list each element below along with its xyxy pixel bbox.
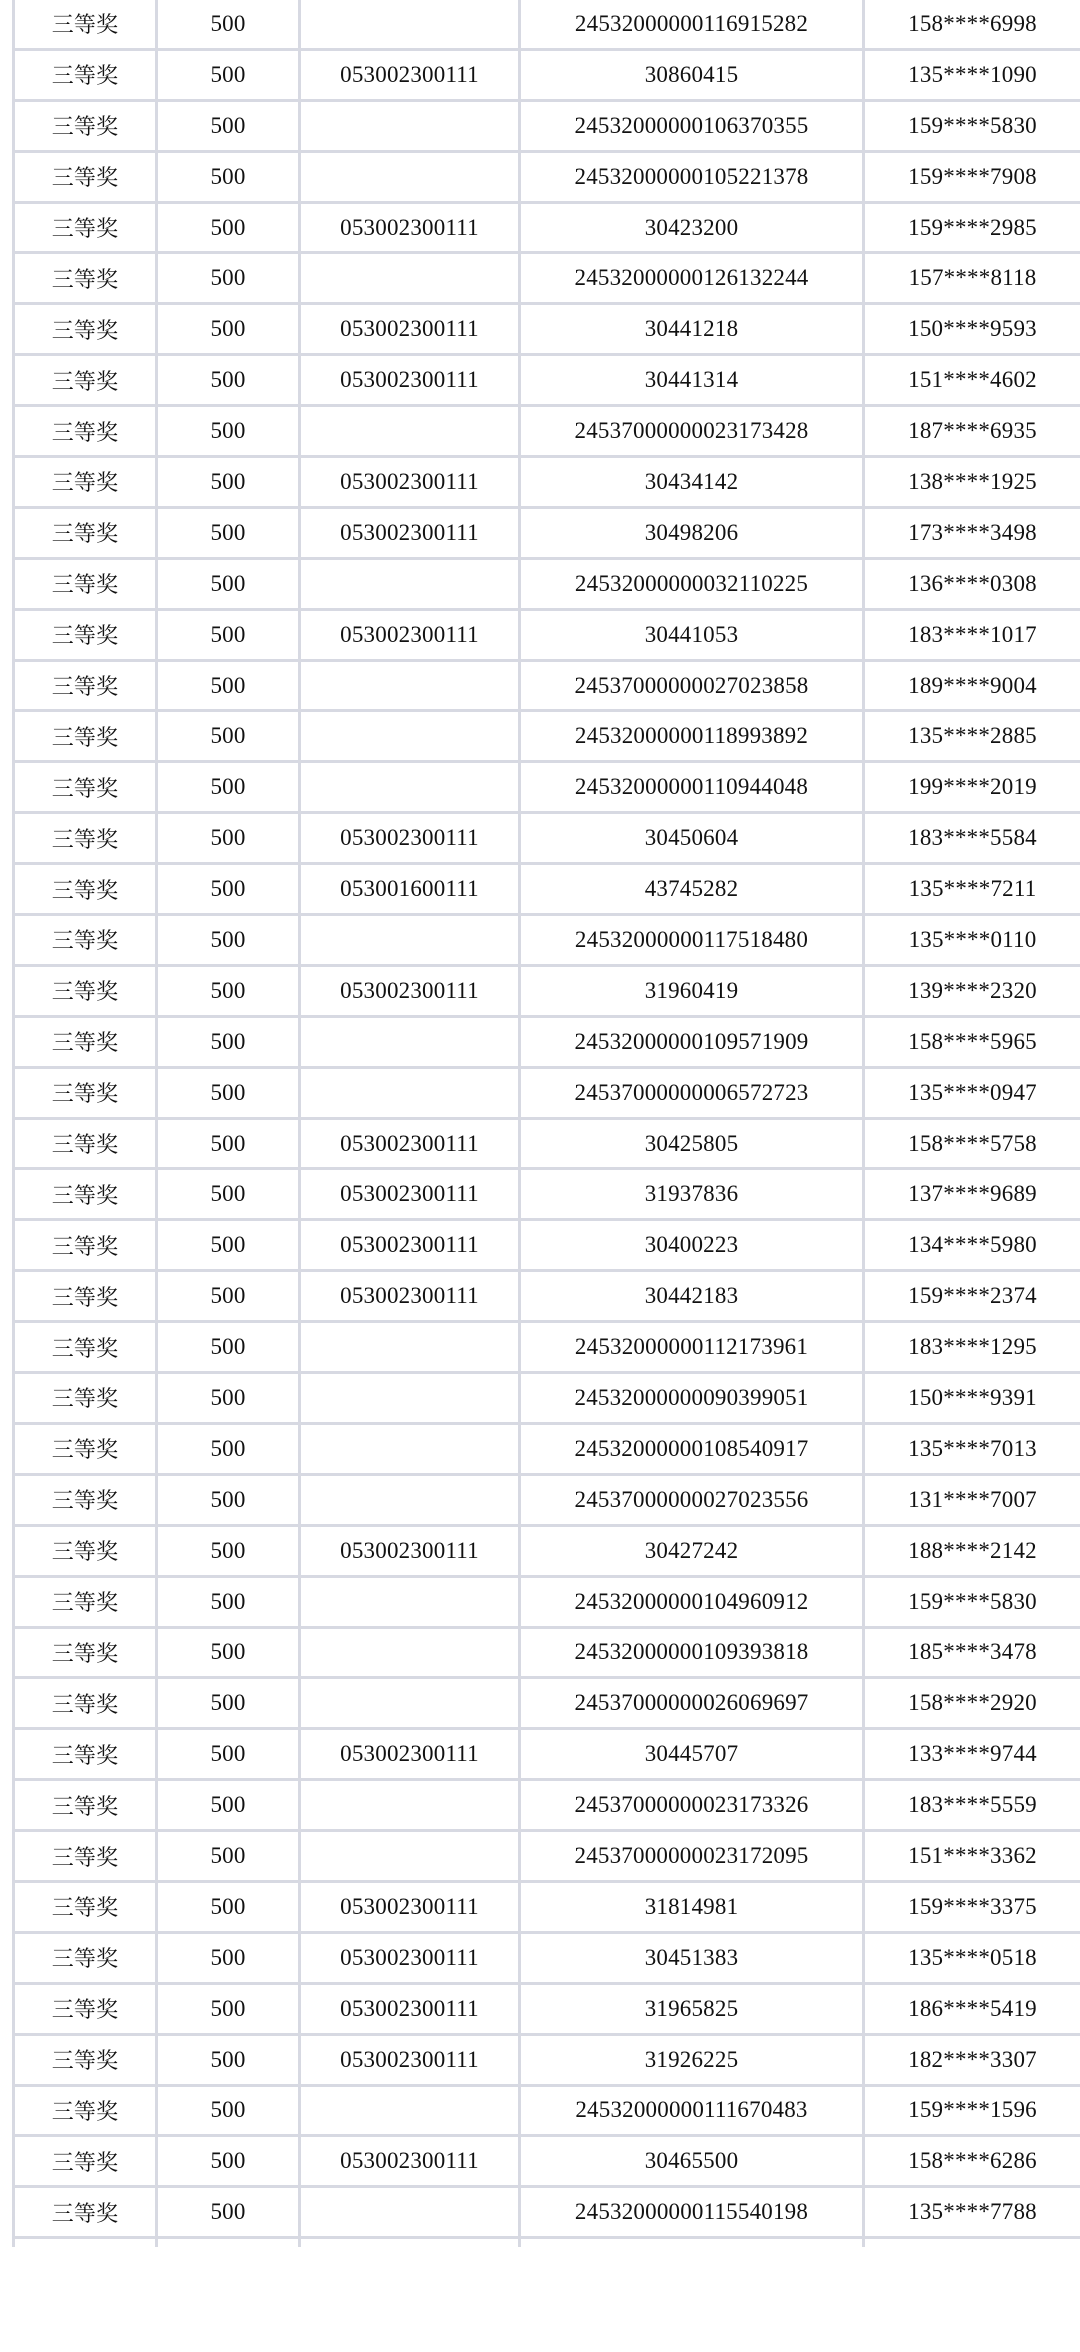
prize-amount-cell: 500 (157, 100, 300, 151)
prize-amount-cell: 500 (157, 2085, 300, 2136)
prize-amount-cell: 500 (157, 1373, 300, 1424)
phone-number-cell: 183****1017 (864, 609, 1080, 660)
outlet-code-cell (300, 1780, 520, 1831)
prize-amount-cell: 500 (157, 1627, 300, 1678)
outlet-code-cell: 053002300111 (300, 304, 520, 355)
prize-level-cell: 三等奖 (14, 1373, 157, 1424)
table-row (14, 609, 1080, 660)
phone-number-cell: 159****2374 (864, 1271, 1080, 1322)
table-row (14, 1678, 1080, 1729)
outlet-code-cell: 053002300111 (300, 2034, 520, 2085)
ticket-number-cell: 24532000000110944048 (520, 762, 864, 813)
prize-level-cell: 三等奖 (14, 711, 157, 762)
prize-amount-cell: 500 (157, 1983, 300, 2034)
ticket-number-cell: 30441218 (520, 304, 864, 355)
prize-level-cell: 三等奖 (14, 609, 157, 660)
prize-level-cell: 三等奖 (14, 100, 157, 151)
prize-level-cell: 三等奖 (14, 457, 157, 508)
phone-number-cell: 150****9391 (864, 1373, 1080, 1424)
ticket-number-cell: 24532000000116915282 (520, 0, 864, 49)
phone-number-cell: 135****7211 (864, 864, 1080, 915)
prize-level-cell: 三等奖 (14, 1322, 157, 1373)
phone-number-cell: 183****1295 (864, 1322, 1080, 1373)
ticket-number-cell: 24532000000106370355 (520, 100, 864, 151)
prize-level-cell: 三等奖 (14, 1780, 157, 1831)
prize-level-cell: 三等奖 (14, 965, 157, 1016)
ticket-number-cell: 31814981 (520, 1881, 864, 1932)
prize-level-cell: 三等奖 (14, 915, 157, 966)
outlet-code-cell: 053002300111 (300, 355, 520, 406)
table-row (14, 1729, 1080, 1780)
prize-level-cell: 三等奖 (14, 49, 157, 100)
prize-amount-cell: 500 (157, 1831, 300, 1882)
prize-amount-cell: 500 (157, 609, 300, 660)
outlet-code-cell (300, 1373, 520, 1424)
ticket-number-cell: 24532000000115540198 (520, 2187, 864, 2238)
ticket-number-cell: 30427242 (520, 1525, 864, 1576)
prize-amount-cell: 500 (157, 1423, 300, 1474)
prize-level-cell: 三等奖 (14, 558, 157, 609)
prize-amount-cell (157, 2238, 300, 2248)
prize-level-cell: 三等奖 (14, 813, 157, 864)
outlet-code-cell: 053002300111 (300, 609, 520, 660)
phone-number-cell: 185****3478 (864, 1627, 1080, 1678)
ticket-number-cell: 24532000000032110225 (520, 558, 864, 609)
phone-number-cell: 159****3375 (864, 1881, 1080, 1932)
outlet-code-cell: 053002300111 (300, 1983, 520, 2034)
phone-number-cell: 158****6286 (864, 2136, 1080, 2187)
prize-level-cell: 三等奖 (14, 1881, 157, 1932)
phone-number-cell: 137****9689 (864, 1169, 1080, 1220)
prize-amount-cell: 500 (157, 304, 300, 355)
outlet-code-cell (300, 660, 520, 711)
table-row (14, 1932, 1080, 1983)
table-row (14, 457, 1080, 508)
phone-number-cell: 158****2920 (864, 1678, 1080, 1729)
ticket-number-cell: 24532000000109393818 (520, 1627, 864, 1678)
outlet-code-cell: 053002300111 (300, 1932, 520, 1983)
table-row (14, 864, 1080, 915)
prize-level-cell: 三等奖 (14, 1474, 157, 1525)
prize-amount-cell: 500 (157, 202, 300, 253)
outlet-code-cell (300, 1474, 520, 1525)
table-row (14, 1271, 1080, 1322)
phone-number-cell: 135****1090 (864, 49, 1080, 100)
table-row (14, 660, 1080, 711)
phone-number-cell: 135****2885 (864, 711, 1080, 762)
prize-level-cell: 三等奖 (14, 1831, 157, 1882)
ticket-number-cell: 30860415 (520, 49, 864, 100)
prize-amount-cell: 500 (157, 1322, 300, 1373)
table-row (14, 558, 1080, 609)
prize-level-cell: 三等奖 (14, 507, 157, 558)
phone-number-cell: 131****7007 (864, 1474, 1080, 1525)
ticket-number-cell: 24537000000027023556 (520, 1474, 864, 1525)
prize-level-cell: 三等奖 (14, 1678, 157, 1729)
outlet-code-cell (300, 1016, 520, 1067)
phone-number-cell: 157****8118 (864, 253, 1080, 304)
prize-level-cell: 三等奖 (14, 406, 157, 457)
phone-number-cell: 135****0947 (864, 1067, 1080, 1118)
outlet-code-cell (300, 406, 520, 457)
table-row (14, 0, 1080, 49)
table-row (14, 49, 1080, 100)
ticket-number-cell: 30465500 (520, 2136, 864, 2187)
prize-amount-cell: 500 (157, 1678, 300, 1729)
prize-level-cell: 三等奖 (14, 202, 157, 253)
phone-number-cell: 159****5830 (864, 100, 1080, 151)
phone-number-cell (864, 2238, 1080, 2248)
ticket-number-cell: 24537000000023172095 (520, 1831, 864, 1882)
prize-level-cell: 三等奖 (14, 1576, 157, 1627)
outlet-code-cell: 053002300111 (300, 1881, 520, 1932)
table-row (14, 2136, 1080, 2187)
phone-number-cell: 151****3362 (864, 1831, 1080, 1882)
prize-amount-cell: 500 (157, 864, 300, 915)
table-row (14, 1118, 1080, 1169)
table-row (14, 1322, 1080, 1373)
outlet-code-cell: 053002300111 (300, 965, 520, 1016)
table-row (14, 1780, 1080, 1831)
outlet-code-cell: 053002300111 (300, 1729, 520, 1780)
prize-amount-cell: 500 (157, 1729, 300, 1780)
prize-amount-cell: 500 (157, 1016, 300, 1067)
prize-amount-cell: 500 (157, 0, 300, 49)
phone-number-cell: 182****3307 (864, 2034, 1080, 2085)
table-row (14, 406, 1080, 457)
phone-number-cell: 199****2019 (864, 762, 1080, 813)
prize-amount-cell: 500 (157, 965, 300, 1016)
prize-amount-cell: 500 (157, 558, 300, 609)
prize-amount-cell: 500 (157, 711, 300, 762)
table-row (14, 1067, 1080, 1118)
table-row (14, 2085, 1080, 2136)
ticket-number-cell: 30445707 (520, 1729, 864, 1780)
phone-number-cell: 189****9004 (864, 660, 1080, 711)
phone-number-cell: 135****7788 (864, 2187, 1080, 2238)
prize-level-cell: 三等奖 (14, 1729, 157, 1780)
ticket-number-cell: 30442183 (520, 1271, 864, 1322)
outlet-code-cell (300, 1678, 520, 1729)
ticket-number-cell: 24532000000090399051 (520, 1373, 864, 1424)
ticket-number-cell: 30425805 (520, 1118, 864, 1169)
outlet-code-cell (300, 1831, 520, 1882)
outlet-code-cell (300, 1322, 520, 1373)
prize-amount-cell: 500 (157, 1474, 300, 1525)
prize-amount-cell: 500 (157, 915, 300, 966)
phone-number-cell: 188****2142 (864, 1525, 1080, 1576)
prize-level-cell: 三等奖 (14, 1983, 157, 2034)
outlet-code-cell (300, 915, 520, 966)
phone-number-cell: 134****5980 (864, 1220, 1080, 1271)
prize-level-cell: 三等奖 (14, 2085, 157, 2136)
winners-table-body (14, 0, 1080, 2247)
outlet-code-cell (300, 558, 520, 609)
table-row (14, 1881, 1080, 1932)
table-row (14, 151, 1080, 202)
prize-level-cell: 三等奖 (14, 355, 157, 406)
outlet-code-cell: 053002300111 (300, 2136, 520, 2187)
prize-level-cell: 三等奖 (14, 1525, 157, 1576)
phone-number-cell: 151****4602 (864, 355, 1080, 406)
table-row (14, 507, 1080, 558)
prize-level-cell: 三等奖 (14, 151, 157, 202)
outlet-code-cell (300, 2187, 520, 2238)
phone-number-cell: 133****9744 (864, 1729, 1080, 1780)
phone-number-cell: 158****5965 (864, 1016, 1080, 1067)
prize-level-cell: 三等奖 (14, 2187, 157, 2238)
ticket-number-cell: 24532000000126132244 (520, 253, 864, 304)
prize-level-cell: 三等奖 (14, 0, 157, 49)
table-row (14, 965, 1080, 1016)
prize-amount-cell: 500 (157, 2136, 300, 2187)
outlet-code-cell (300, 1627, 520, 1678)
outlet-code-cell: 053002300111 (300, 1169, 520, 1220)
outlet-code-cell (300, 100, 520, 151)
prize-level-cell: 三等奖 (14, 253, 157, 304)
phone-number-cell: 158****5758 (864, 1118, 1080, 1169)
prize-amount-cell: 500 (157, 457, 300, 508)
ticket-number-cell: 24532000000105221378 (520, 151, 864, 202)
table-row (14, 1831, 1080, 1882)
prize-level-cell: 三等奖 (14, 304, 157, 355)
table-row (14, 1474, 1080, 1525)
ticket-number-cell: 24537000000023173428 (520, 406, 864, 457)
prize-amount-cell: 500 (157, 2187, 300, 2238)
phone-number-cell: 159****1596 (864, 2085, 1080, 2136)
outlet-code-cell (300, 1423, 520, 1474)
prize-amount-cell: 500 (157, 507, 300, 558)
table-row (14, 202, 1080, 253)
phone-number-cell: 135****7013 (864, 1423, 1080, 1474)
outlet-code-cell (300, 253, 520, 304)
ticket-number-cell: 30423200 (520, 202, 864, 253)
prize-amount-cell: 500 (157, 1881, 300, 1932)
prize-level-cell: 三等奖 (14, 1016, 157, 1067)
prize-amount-cell: 500 (157, 49, 300, 100)
ticket-number-cell: 30434142 (520, 457, 864, 508)
prize-level-cell: 三等奖 (14, 2136, 157, 2187)
phone-number-cell: 159****5830 (864, 1576, 1080, 1627)
outlet-code-cell: 053002300111 (300, 1220, 520, 1271)
ticket-number-cell: 24532000000111670483 (520, 2085, 864, 2136)
prize-amount-cell: 500 (157, 2034, 300, 2085)
phone-number-cell: 158****6998 (864, 0, 1080, 49)
prize-amount-cell: 500 (157, 762, 300, 813)
ticket-number-cell: 24532000000112173961 (520, 1322, 864, 1373)
prize-amount-cell: 500 (157, 151, 300, 202)
phone-number-cell: 173****3498 (864, 507, 1080, 558)
table-row (14, 762, 1080, 813)
phone-number-cell: 139****2320 (864, 965, 1080, 1016)
prize-level-cell: 三等奖 (14, 1932, 157, 1983)
outlet-code-cell: 053002300111 (300, 1525, 520, 1576)
ticket-number-cell: 30441314 (520, 355, 864, 406)
phone-number-cell: 150****9593 (864, 304, 1080, 355)
prize-level-cell: 三等奖 (14, 1169, 157, 1220)
ticket-number-cell: 30441053 (520, 609, 864, 660)
ticket-number-cell: 24532000000118993892 (520, 711, 864, 762)
table-row (14, 813, 1080, 864)
ticket-number-cell: 30400223 (520, 1220, 864, 1271)
ticket-number-cell: 24532000000109571909 (520, 1016, 864, 1067)
ticket-number-cell: 24537000000006572723 (520, 1067, 864, 1118)
ticket-number-cell: 24532000000104960912 (520, 1576, 864, 1627)
phone-number-cell: 135****0110 (864, 915, 1080, 966)
outlet-code-cell: 053002300111 (300, 507, 520, 558)
table-row-partial (14, 2238, 1080, 2248)
outlet-code-cell (300, 762, 520, 813)
outlet-code-cell: 053002300111 (300, 813, 520, 864)
table-row (14, 1423, 1080, 1474)
phone-number-cell: 183****5559 (864, 1780, 1080, 1831)
phone-number-cell: 135****0518 (864, 1932, 1080, 1983)
outlet-code-cell: 053002300111 (300, 202, 520, 253)
ticket-number-cell: 24537000000027023858 (520, 660, 864, 711)
prize-amount-cell: 500 (157, 1118, 300, 1169)
ticket-number-cell: 24537000000023173326 (520, 1780, 864, 1831)
prize-amount-cell: 500 (157, 1576, 300, 1627)
table-row (14, 100, 1080, 151)
prize-amount-cell: 500 (157, 1220, 300, 1271)
prize-amount-cell: 500 (157, 660, 300, 711)
ticket-number-cell: 30450604 (520, 813, 864, 864)
prize-amount-cell: 500 (157, 813, 300, 864)
table-row (14, 915, 1080, 966)
table-row (14, 1576, 1080, 1627)
prize-amount-cell: 500 (157, 1271, 300, 1322)
outlet-code-cell (300, 1576, 520, 1627)
table-row (14, 355, 1080, 406)
ticket-number-cell: 30451383 (520, 1932, 864, 1983)
prize-amount-cell: 500 (157, 1932, 300, 1983)
phone-number-cell: 159****7908 (864, 151, 1080, 202)
outlet-code-cell (300, 0, 520, 49)
winners-table (12, 0, 1080, 2247)
outlet-code-cell (300, 2238, 520, 2248)
prize-amount-cell: 500 (157, 1067, 300, 1118)
outlet-code-cell (300, 2085, 520, 2136)
outlet-code-cell (300, 151, 520, 202)
table-row (14, 1627, 1080, 1678)
table-row (14, 711, 1080, 762)
outlet-code-cell (300, 711, 520, 762)
phone-number-cell: 183****5584 (864, 813, 1080, 864)
prize-level-cell: 三等奖 (14, 1220, 157, 1271)
ticket-number-cell: 31965825 (520, 1983, 864, 2034)
phone-number-cell: 159****2985 (864, 202, 1080, 253)
prize-level-cell (14, 2238, 157, 2248)
prize-level-cell: 三等奖 (14, 1423, 157, 1474)
table-row (14, 1373, 1080, 1424)
prize-amount-cell: 500 (157, 406, 300, 457)
ticket-number-cell: 31937836 (520, 1169, 864, 1220)
outlet-code-cell: 053001600111 (300, 864, 520, 915)
table-row (14, 253, 1080, 304)
prize-amount-cell: 500 (157, 1169, 300, 1220)
prize-level-cell: 三等奖 (14, 1118, 157, 1169)
prize-level-cell: 三等奖 (14, 1627, 157, 1678)
prize-level-cell: 三等奖 (14, 1271, 157, 1322)
phone-number-cell: 138****1925 (864, 457, 1080, 508)
table-row (14, 1220, 1080, 1271)
table-row (14, 1169, 1080, 1220)
ticket-number-cell: 30498206 (520, 507, 864, 558)
prize-level-cell: 三等奖 (14, 1067, 157, 1118)
prize-amount-cell: 500 (157, 1525, 300, 1576)
prize-level-cell: 三等奖 (14, 660, 157, 711)
ticket-number-cell: 31960419 (520, 965, 864, 1016)
table-row (14, 1983, 1080, 2034)
table-row (14, 1016, 1080, 1067)
prize-amount-cell: 500 (157, 1780, 300, 1831)
table-row (14, 1525, 1080, 1576)
prize-level-cell: 三等奖 (14, 864, 157, 915)
outlet-code-cell: 053002300111 (300, 1118, 520, 1169)
prize-level-cell: 三等奖 (14, 2034, 157, 2085)
phone-number-cell: 187****6935 (864, 406, 1080, 457)
ticket-number-cell: 24532000000117518480 (520, 915, 864, 966)
prize-level-cell: 三等奖 (14, 762, 157, 813)
table-row (14, 304, 1080, 355)
ticket-number-cell (520, 2238, 864, 2248)
prize-amount-cell: 500 (157, 253, 300, 304)
outlet-code-cell: 053002300111 (300, 49, 520, 100)
outlet-code-cell: 053002300111 (300, 457, 520, 508)
ticket-number-cell: 31926225 (520, 2034, 864, 2085)
outlet-code-cell: 053002300111 (300, 1271, 520, 1322)
phone-number-cell: 186****5419 (864, 1983, 1080, 2034)
ticket-number-cell: 24537000000026069697 (520, 1678, 864, 1729)
phone-number-cell: 136****0308 (864, 558, 1080, 609)
outlet-code-cell (300, 1067, 520, 1118)
ticket-number-cell: 43745282 (520, 864, 864, 915)
table-row (14, 2034, 1080, 2085)
prize-amount-cell: 500 (157, 355, 300, 406)
ticket-number-cell: 24532000000108540917 (520, 1423, 864, 1474)
table-row (14, 2187, 1080, 2238)
